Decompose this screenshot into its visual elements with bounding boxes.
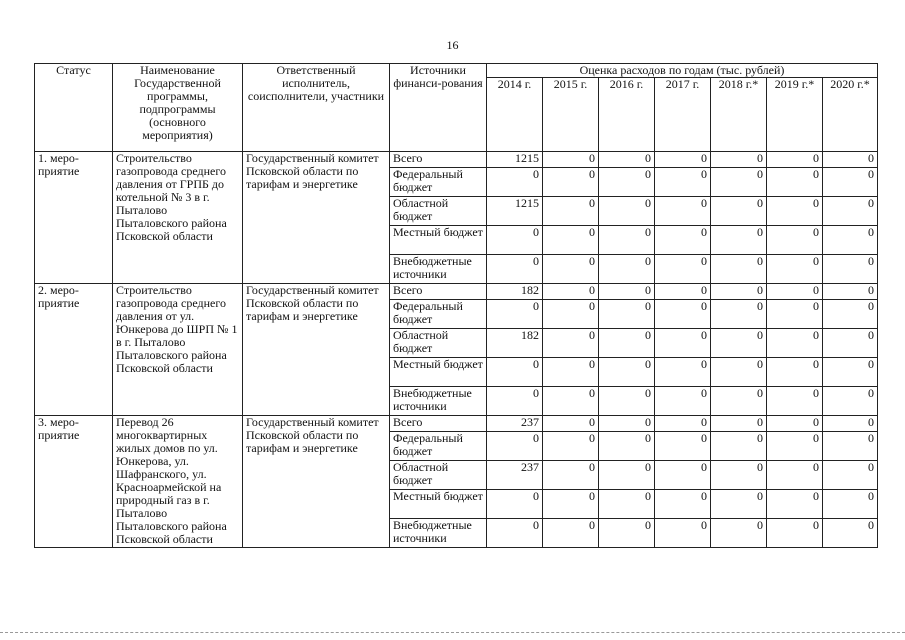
value-cell: 0 — [487, 168, 543, 197]
source-cell: Областной бюджет — [390, 197, 487, 226]
value-cell: 0 — [599, 358, 655, 387]
value-cell: 0 — [487, 432, 543, 461]
value-cell: 0 — [823, 329, 878, 358]
table-row — [35, 284, 878, 300]
header-year: 2020 г.* — [823, 78, 878, 152]
value-cell: 0 — [711, 358, 767, 387]
header-year: 2019 г.* — [767, 78, 823, 152]
value-cell: 0 — [543, 152, 599, 168]
value-cell: 0 — [487, 358, 543, 387]
value-cell: 0 — [487, 387, 543, 416]
value-cell: 0 — [655, 416, 711, 432]
value-cell: 0 — [655, 329, 711, 358]
value-cell: 0 — [711, 519, 767, 548]
value-cell: 0 — [655, 490, 711, 519]
value-cell: 182 — [487, 284, 543, 300]
value-cell: 0 — [543, 197, 599, 226]
value-cell: 0 — [655, 461, 711, 490]
header-status: Статус — [35, 64, 113, 152]
source-cell: Федеральный бюджет — [390, 168, 487, 197]
value-cell: 0 — [711, 416, 767, 432]
value-cell: 0 — [767, 329, 823, 358]
value-cell: 0 — [767, 255, 823, 284]
table-row — [35, 416, 878, 432]
value-cell: 0 — [543, 168, 599, 197]
value-cell: 0 — [543, 387, 599, 416]
header-name: Наименование Государственной программы, подпрограммы (основного мероприятия) — [113, 64, 243, 152]
table-row — [35, 152, 878, 168]
value-cell: 0 — [767, 416, 823, 432]
value-cell: 0 — [487, 255, 543, 284]
value-cell: 0 — [823, 197, 878, 226]
value-cell: 0 — [655, 226, 711, 255]
value-cell: 0 — [767, 284, 823, 300]
value-cell: 0 — [599, 152, 655, 168]
value-cell: 0 — [823, 168, 878, 197]
value-cell: 0 — [543, 416, 599, 432]
status-cell: 1. меро-приятие — [35, 152, 113, 284]
status-cell: 3. меро-приятие — [35, 416, 113, 548]
value-cell: 0 — [599, 329, 655, 358]
value-cell: 0 — [767, 152, 823, 168]
executor-cell: Государственный комитет Псковской области по тарифам и энергетике — [243, 152, 390, 284]
value-cell: 0 — [823, 226, 878, 255]
source-cell: Федеральный бюджет — [390, 300, 487, 329]
value-cell: 0 — [823, 300, 878, 329]
source-cell: Внебюджетные источники — [390, 255, 487, 284]
value-cell: 0 — [543, 461, 599, 490]
header-year: 2016 г. — [599, 78, 655, 152]
header-year: 2018 г.* — [711, 78, 767, 152]
value-cell: 0 — [487, 226, 543, 255]
value-cell: 0 — [823, 519, 878, 548]
value-cell: 0 — [655, 387, 711, 416]
header-year: 2017 г. — [655, 78, 711, 152]
source-cell: Областной бюджет — [390, 461, 487, 490]
value-cell: 0 — [487, 519, 543, 548]
value-cell: 0 — [823, 284, 878, 300]
source-cell: Местный бюджет — [390, 226, 487, 255]
value-cell: 0 — [823, 416, 878, 432]
source-cell: Всего — [390, 152, 487, 168]
source-cell: Всего — [390, 284, 487, 300]
value-cell: 0 — [655, 432, 711, 461]
source-cell: Внебюджетные источники — [390, 519, 487, 548]
value-cell: 0 — [711, 300, 767, 329]
value-cell: 0 — [655, 284, 711, 300]
value-cell: 0 — [543, 329, 599, 358]
table-body — [35, 152, 878, 548]
value-cell: 1215 — [487, 197, 543, 226]
value-cell: 0 — [599, 284, 655, 300]
header-sources: Источники финанси-рования — [390, 64, 487, 152]
executor-cell: Государственный комитет Псковской области по тарифам и энергетике — [243, 416, 390, 548]
header-executor: Ответственный исполнитель, соисполнители, участники — [243, 64, 390, 152]
value-cell: 1215 — [487, 152, 543, 168]
header-row — [35, 64, 878, 78]
value-cell: 0 — [487, 490, 543, 519]
value-cell: 0 — [543, 226, 599, 255]
value-cell: 0 — [543, 300, 599, 329]
header-year: 2014 г. — [487, 78, 543, 152]
value-cell: 0 — [711, 152, 767, 168]
value-cell: 0 — [543, 284, 599, 300]
value-cell: 0 — [823, 387, 878, 416]
value-cell: 0 — [543, 519, 599, 548]
value-cell: 0 — [823, 432, 878, 461]
value-cell: 0 — [711, 329, 767, 358]
executor-cell: Государственный комитет Псковской области по тарифам и энергетике — [243, 284, 390, 416]
source-cell: Местный бюджет — [390, 358, 487, 387]
value-cell: 0 — [767, 168, 823, 197]
value-cell: 0 — [487, 300, 543, 329]
value-cell: 0 — [599, 416, 655, 432]
value-cell: 0 — [823, 255, 878, 284]
value-cell: 0 — [711, 168, 767, 197]
value-cell: 0 — [599, 461, 655, 490]
value-cell: 0 — [711, 387, 767, 416]
value-cell: 0 — [711, 432, 767, 461]
value-cell: 0 — [767, 226, 823, 255]
value-cell: 0 — [711, 461, 767, 490]
source-cell: Федеральный бюджет — [390, 432, 487, 461]
header-costs: Оценка расходов по годам (тыс. рублей) — [487, 64, 878, 78]
value-cell: 0 — [599, 168, 655, 197]
value-cell: 0 — [599, 387, 655, 416]
value-cell: 0 — [767, 197, 823, 226]
value-cell: 0 — [599, 490, 655, 519]
value-cell: 0 — [767, 490, 823, 519]
value-cell: 0 — [711, 197, 767, 226]
value-cell: 237 — [487, 461, 543, 490]
source-cell: Всего — [390, 416, 487, 432]
value-cell: 0 — [767, 387, 823, 416]
page-number: 16 — [446, 38, 459, 52]
value-cell: 0 — [543, 490, 599, 519]
value-cell: 0 — [711, 255, 767, 284]
value-cell: 0 — [823, 461, 878, 490]
value-cell: 0 — [655, 152, 711, 168]
header-year: 2015 г. — [543, 78, 599, 152]
budget-table — [34, 63, 878, 548]
value-cell: 0 — [767, 300, 823, 329]
value-cell: 0 — [823, 152, 878, 168]
name-cell: Строительство газопровода среднего давления от ГРПБ до котельной № 3 в г. Пыталово Пыталовского района Псковской области — [113, 152, 243, 284]
value-cell: 0 — [599, 226, 655, 255]
source-cell: Местный бюджет — [390, 490, 487, 519]
source-cell: Внебюджетные источники — [390, 387, 487, 416]
scan-edge-line — [0, 632, 905, 633]
value-cell: 0 — [599, 432, 655, 461]
value-cell: 0 — [711, 284, 767, 300]
value-cell: 0 — [655, 358, 711, 387]
value-cell: 0 — [711, 490, 767, 519]
value-cell: 0 — [823, 490, 878, 519]
value-cell: 0 — [543, 432, 599, 461]
value-cell: 0 — [599, 300, 655, 329]
status-cell: 2. меро-приятие — [35, 284, 113, 416]
value-cell: 237 — [487, 416, 543, 432]
value-cell: 0 — [767, 519, 823, 548]
source-cell: Областной бюджет — [390, 329, 487, 358]
value-cell: 0 — [711, 226, 767, 255]
value-cell: 0 — [767, 358, 823, 387]
value-cell: 182 — [487, 329, 543, 358]
name-cell: Строительство газопровода среднего давления от ул. Юнкерова до ШРП № 1 в г. Пыталово Пыталовского района Псковской области — [113, 284, 243, 416]
name-cell: Перевод 26 многоквартирных жилых домов по ул. Юнкерова, ул. Шафранского, ул. Красноармейской на природный газ в г. Пыталово Пыталовского района Псковской области — [113, 416, 243, 548]
value-cell: 0 — [823, 358, 878, 387]
value-cell: 0 — [599, 519, 655, 548]
value-cell: 0 — [543, 358, 599, 387]
value-cell: 0 — [767, 461, 823, 490]
value-cell: 0 — [655, 197, 711, 226]
value-cell: 0 — [599, 197, 655, 226]
value-cell: 0 — [655, 168, 711, 197]
value-cell: 0 — [655, 255, 711, 284]
value-cell: 0 — [599, 255, 655, 284]
value-cell: 0 — [655, 519, 711, 548]
value-cell: 0 — [543, 255, 599, 284]
value-cell: 0 — [767, 432, 823, 461]
value-cell: 0 — [655, 300, 711, 329]
